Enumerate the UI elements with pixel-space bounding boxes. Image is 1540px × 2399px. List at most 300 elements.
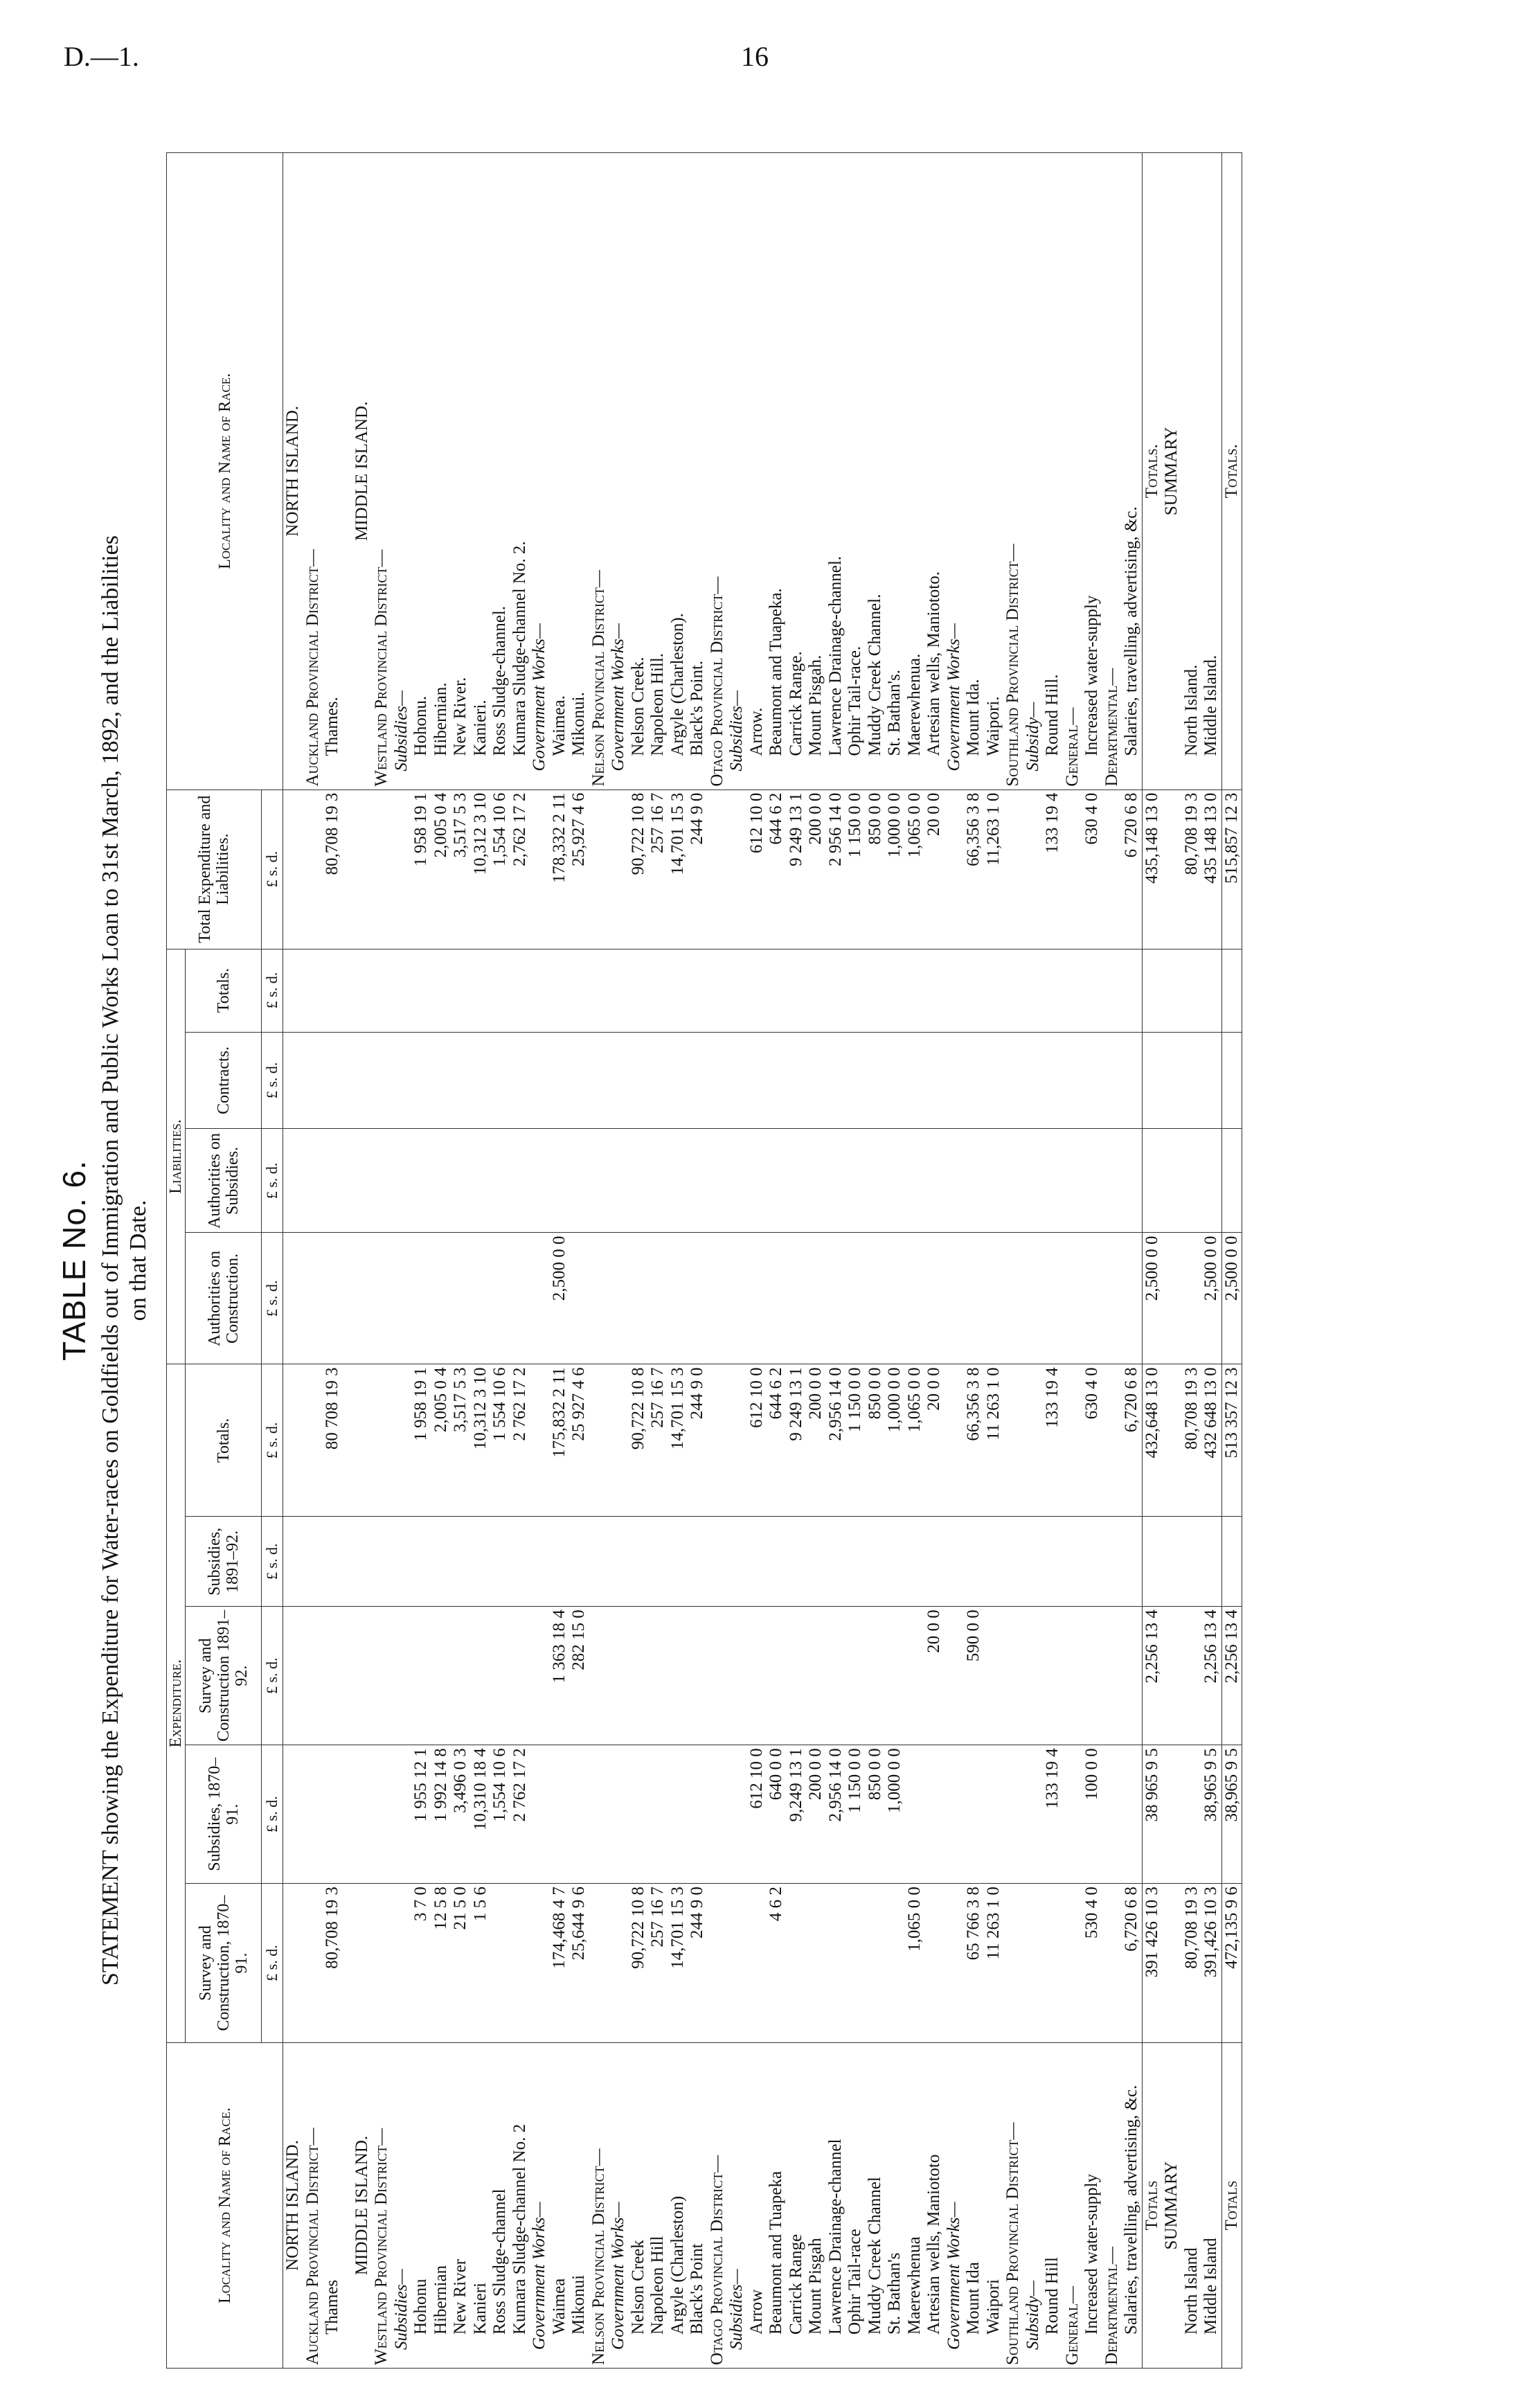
cell-c8 (550, 1032, 570, 1129)
cell-c2 (1162, 1745, 1182, 1884)
row-locality-right: Waimea. (550, 153, 570, 790)
row-locality-right: Mikonui. (569, 153, 589, 790)
cell-c6 (510, 1233, 530, 1364)
cell-c2 (1063, 1745, 1083, 1884)
cell-c10 (944, 790, 965, 949)
row-locality-right: Maerewhenua. (905, 153, 925, 790)
cell-c5: 80 708 19 3 (323, 1364, 343, 1517)
cell-c4 (984, 1517, 1004, 1607)
cell-c3 (845, 1607, 866, 1745)
cell-c5: 1 958 19 1 (411, 1364, 431, 1517)
cell-c9 (708, 949, 728, 1032)
cell-c10 (530, 790, 550, 949)
caption-line-2: on that Date. (125, 1200, 151, 1321)
currency-label: £ s. d. (262, 790, 283, 949)
cell-c1 (530, 1884, 550, 2043)
cell-c6 (352, 1233, 373, 1364)
row-locality-right: Ophir Tail-race. (845, 153, 866, 790)
row-locality-right: Subsidy— (1023, 153, 1044, 790)
cell-c6 (1063, 1233, 1083, 1364)
cell-c5 (1023, 1364, 1044, 1517)
cell-c10: 66,356 3 8 (964, 790, 984, 949)
table-row (767, 153, 787, 2369)
cell-c7 (550, 1129, 570, 1233)
row-locality: Hohonu (411, 2043, 431, 2369)
cell-c4 (905, 1517, 925, 1607)
row-locality: Middle Island (1201, 2043, 1221, 2369)
row-locality-right: Government Works— (609, 153, 629, 790)
cell-c4 (283, 1517, 303, 1607)
cell-c9 (392, 949, 412, 1032)
col-header-subsidies-1891-92: Subsidies, 1891–92. (186, 1517, 262, 1607)
cell-c7 (392, 1129, 412, 1233)
cell-c9 (530, 949, 550, 1032)
cell-c7 (411, 1129, 431, 1233)
cell-c9 (1142, 949, 1162, 1032)
cell-c10: 11,263 1 0 (984, 790, 1004, 949)
cell-c3 (589, 1607, 609, 1745)
cell-c5: 66,356 3 8 (964, 1364, 984, 1517)
cell-c7 (826, 1129, 846, 1233)
row-locality: Kumara Sludge-channel No. 2 (510, 2043, 530, 2369)
cell-c10: 1 150 0 0 (845, 790, 866, 949)
cell-c7 (806, 1129, 826, 1233)
cell-c5: 175,832 2 11 (550, 1364, 570, 1517)
cell-c4 (1182, 1517, 1202, 1607)
cell-c1 (1102, 1884, 1122, 2043)
table-row (609, 153, 629, 2369)
cell-c2 (550, 1745, 570, 1884)
cell-c3 (866, 1607, 886, 1745)
cell-c1: 391 426 10 3 (1142, 1884, 1162, 2043)
cell-c5: 20 0 0 (924, 1364, 944, 1517)
cell-c7 (668, 1129, 688, 1233)
currency-label: £ s. d. (262, 1884, 283, 2043)
cell-c10 (1023, 790, 1044, 949)
cell-c7 (1063, 1129, 1083, 1233)
cell-c9 (787, 949, 807, 1032)
cell-c6 (392, 1233, 412, 1364)
cell-c8 (866, 1032, 886, 1129)
cell-c7 (589, 1129, 609, 1233)
cell-c9 (569, 949, 589, 1032)
cell-c5: 10,312 3 10 (471, 1364, 491, 1517)
cell-c5: 244 9 0 (688, 1364, 708, 1517)
cell-c10 (1063, 790, 1083, 949)
table-row (1162, 153, 1182, 2369)
row-locality-right: Thames. (323, 153, 343, 790)
row-locality: Hibernian (431, 2043, 451, 2369)
cell-c7 (944, 1129, 965, 1233)
cell-c2 (924, 1745, 944, 1884)
table-row (1023, 153, 1044, 2369)
cell-c6 (1102, 1233, 1122, 1364)
cell-c6 (589, 1233, 609, 1364)
cell-c6 (885, 1233, 905, 1364)
row-locality-right (343, 153, 352, 790)
row-locality-right: Totals. (1142, 153, 1162, 790)
cell-c6 (1122, 1233, 1142, 1364)
cell-c2: 3,496 0 3 (451, 1745, 471, 1884)
cell-c4 (767, 1517, 787, 1607)
cell-c8 (1023, 1032, 1044, 1129)
cell-c2 (372, 1745, 392, 1884)
cell-c5: 133 19 4 (1043, 1364, 1063, 1517)
cell-c1: 14,701 15 3 (668, 1884, 688, 2043)
cell-c2: 1,000 0 0 (885, 1745, 905, 1884)
cell-c9 (431, 949, 451, 1032)
cell-c7 (964, 1129, 984, 1233)
table-body (283, 153, 1242, 2369)
cell-c6 (787, 1233, 807, 1364)
cell-c6 (708, 1233, 728, 1364)
row-locality: Subsidies— (727, 2043, 747, 2369)
row-locality: Arrow (747, 2043, 767, 2369)
cell-c6 (984, 1233, 1004, 1364)
cell-c4 (352, 1517, 373, 1607)
cell-c8 (629, 1032, 649, 1129)
cell-c6 (964, 1233, 984, 1364)
cell-c3 (1023, 1607, 1044, 1745)
cell-c5 (343, 1364, 352, 1517)
cell-c8 (283, 1032, 303, 1129)
cell-c8 (668, 1032, 688, 1129)
cell-c2 (1122, 1745, 1142, 1884)
col-header-contracts: Contracts. (186, 1032, 262, 1129)
cell-c10: 80,708 19 3 (323, 790, 343, 949)
cell-c7 (530, 1129, 550, 1233)
row-locality-right: Nelson Provincial District— (589, 153, 609, 790)
cell-c5: 14,701 15 3 (668, 1364, 688, 1517)
cell-c8 (609, 1032, 629, 1129)
row-locality: Government Works— (530, 2043, 550, 2369)
table-row (1043, 153, 1063, 2369)
cell-c10: 20 0 0 (924, 790, 944, 949)
cell-c2: 850 0 0 (866, 1745, 886, 1884)
cell-c7 (866, 1129, 886, 1233)
cell-c9 (688, 949, 708, 1032)
cell-c2: 38,965 9 5 (1221, 1745, 1242, 1884)
cell-c8 (392, 1032, 412, 1129)
cell-c8 (323, 1032, 343, 1129)
cell-c7 (451, 1129, 471, 1233)
cell-c2 (589, 1745, 609, 1884)
cell-c1 (924, 1884, 944, 2043)
cell-c10: 435 148 13 0 (1201, 790, 1221, 949)
cell-c6 (530, 1233, 550, 1364)
cell-c9 (343, 949, 352, 1032)
row-locality: Otago Provincial District— (708, 2043, 728, 2369)
cell-c3 (668, 1607, 688, 1745)
cell-c9 (1201, 949, 1221, 1032)
row-locality-right: Salaries, travelling, advertising, &c. (1122, 153, 1142, 790)
cell-c2 (323, 1745, 343, 1884)
row-locality: Mount Pisgah (806, 2043, 826, 2369)
table-row (668, 153, 688, 2369)
table-row (944, 153, 965, 2369)
cell-c5: 432 648 13 0 (1201, 1364, 1221, 1517)
cell-c3 (1063, 1607, 1083, 1745)
cell-c9 (629, 949, 649, 1032)
cell-c6: 2,500 0 0 (1221, 1233, 1242, 1364)
cell-c2: 38,965 9 5 (1201, 1745, 1221, 1884)
cell-c6 (688, 1233, 708, 1364)
cell-c3 (648, 1607, 668, 1745)
cell-c2 (530, 1745, 550, 1884)
cell-c9 (323, 949, 343, 1032)
table-row (1221, 153, 1242, 2369)
cell-c4 (550, 1517, 570, 1607)
cell-c10: 257 16 7 (648, 790, 668, 949)
cell-c10: 1,000 0 0 (885, 790, 905, 949)
cell-c4 (471, 1517, 491, 1607)
cell-c7 (283, 1129, 303, 1233)
cell-c3 (787, 1607, 807, 1745)
cell-c4 (1043, 1517, 1063, 1607)
cell-c2 (303, 1745, 323, 1884)
row-locality-right: Kumara Sludge-channel No. 2. (510, 153, 530, 790)
cell-c6 (806, 1233, 826, 1364)
cell-c2: 2 762 17 2 (510, 1745, 530, 1884)
cell-c7 (905, 1129, 925, 1233)
table-row (530, 153, 550, 2369)
cell-c9 (1122, 949, 1142, 1032)
row-locality-right: Increased water-supply (1082, 153, 1102, 790)
cell-c5: 850 0 0 (866, 1364, 886, 1517)
cell-c7 (648, 1129, 668, 1233)
row-locality-right: Lawrence Drainage-channel. (826, 153, 846, 790)
cell-c6 (283, 1233, 303, 1364)
row-locality: Mikonui (569, 2043, 589, 2369)
cell-c5 (609, 1364, 629, 1517)
cell-c7 (303, 1129, 323, 1233)
cell-c5 (708, 1364, 728, 1517)
cell-c10: 2,005 0 4 (431, 790, 451, 949)
col-header-survey-1870-91: Survey and Construction, 1870–91. (186, 1884, 262, 2043)
cell-c1: 65 766 3 8 (964, 1884, 984, 2043)
row-locality-right: Hibernian. (431, 153, 451, 790)
cell-c3 (905, 1607, 925, 1745)
row-locality-right: St. Bathan's. (885, 153, 905, 790)
row-locality: Salaries, travelling, advertising, &c. (1122, 2043, 1142, 2369)
cell-c2 (905, 1745, 925, 1884)
cell-c4 (372, 1517, 392, 1607)
cell-c8 (1142, 1032, 1162, 1129)
cell-c1: 6,720 6 8 (1122, 1884, 1142, 2043)
cell-c6 (1162, 1233, 1182, 1364)
table-number: TABLE No. 6. (56, 1160, 92, 1361)
cell-c2 (283, 1745, 303, 1884)
cell-c7 (984, 1129, 1004, 1233)
cell-c3 (1122, 1607, 1142, 1745)
row-locality-right: Auckland Provincial District— (303, 153, 323, 790)
table-row (1003, 153, 1023, 2369)
row-locality-right: Government Works— (530, 153, 550, 790)
row-locality-right: Ross Sludge-channel. (490, 153, 510, 790)
cell-c8 (1201, 1032, 1221, 1129)
row-locality-right: Southland Provincial District— (1003, 153, 1023, 790)
table-row (885, 153, 905, 2369)
cell-c9 (866, 949, 886, 1032)
cell-c8 (1221, 1032, 1242, 1129)
table-row (569, 153, 589, 2369)
row-locality-right: Waipori. (984, 153, 1004, 790)
cell-c9 (1102, 949, 1122, 1032)
cell-c3 (727, 1607, 747, 1745)
cell-c10: 1,065 0 0 (905, 790, 925, 949)
cell-c7 (1102, 1129, 1122, 1233)
cell-c5: 3,517 5 3 (451, 1364, 471, 1517)
row-locality: SUMMARY (1162, 2043, 1182, 2369)
cell-c2 (727, 1745, 747, 1884)
row-locality: Subsidy— (1023, 2043, 1044, 2369)
cell-c2: 2,956 14 0 (826, 1745, 846, 1884)
col-header-total-exp-liab: Total Expenditure and Liabilities. (167, 790, 262, 949)
cell-c5 (1003, 1364, 1023, 1517)
cell-c10: 1,554 10 6 (490, 790, 510, 949)
table-row (964, 153, 984, 2369)
cell-c3 (431, 1607, 451, 1745)
cell-c9 (924, 949, 944, 1032)
table-row (1122, 153, 1142, 2369)
cell-c3 (806, 1607, 826, 1745)
cell-c6 (648, 1233, 668, 1364)
cell-c1: 4 6 2 (767, 1884, 787, 2043)
table-row (629, 153, 649, 2369)
row-locality: North Island (1182, 2043, 1202, 2369)
cell-c4 (490, 1517, 510, 1607)
cell-c8 (303, 1032, 323, 1129)
cell-c7 (569, 1129, 589, 1233)
cell-c2 (944, 1745, 965, 1884)
cell-c5: 2,005 0 4 (431, 1364, 451, 1517)
cell-c7 (431, 1129, 451, 1233)
cell-c9 (609, 949, 629, 1032)
cell-c6 (924, 1233, 944, 1364)
row-locality-right: North Island. (1182, 153, 1202, 790)
cell-c10 (372, 790, 392, 949)
cell-c10 (589, 790, 609, 949)
table-row (490, 153, 510, 2369)
table-row (1201, 153, 1221, 2369)
cell-c2 (668, 1745, 688, 1884)
currency-label: £ s. d. (262, 1233, 283, 1364)
row-locality: Southland Provincial District— (1003, 2043, 1023, 2369)
cell-c8 (787, 1032, 807, 1129)
cell-c4 (629, 1517, 649, 1607)
cell-c6 (303, 1233, 323, 1364)
cell-c3 (283, 1607, 303, 1745)
cell-c5: 644 6 2 (767, 1364, 787, 1517)
cell-c10: 515,857 12 3 (1221, 790, 1242, 949)
table-row (924, 153, 944, 2369)
row-locality: Argyle (Charleston) (668, 2043, 688, 2369)
cell-c2 (688, 1745, 708, 1884)
row-locality: Ross Sludge-channel (490, 2043, 510, 2369)
cell-c2: 612 10 0 (747, 1745, 767, 1884)
cell-c3 (343, 1607, 352, 1745)
cell-c4 (708, 1517, 728, 1607)
cell-c9 (1003, 949, 1023, 1032)
cell-c1: 174,468 4 7 (550, 1884, 570, 2043)
cell-c3: 20 0 0 (924, 1607, 944, 1745)
cell-c2: 1 150 0 0 (845, 1745, 866, 1884)
row-locality: Black's Point (688, 2043, 708, 2369)
cell-c3: 2,256 13 4 (1221, 1607, 1242, 1745)
col-header-liab-totals: Totals. (186, 949, 262, 1032)
cell-c4 (648, 1517, 668, 1607)
cell-c6 (668, 1233, 688, 1364)
cell-c10 (1162, 790, 1182, 949)
cell-c2 (1003, 1745, 1023, 1884)
cell-c4 (1003, 1517, 1023, 1607)
cell-c1: 244 9 0 (688, 1884, 708, 2043)
cell-c7 (845, 1129, 866, 1233)
table-row (283, 153, 303, 2369)
cell-c3 (372, 1607, 392, 1745)
row-locality-right: Subsidies— (392, 153, 412, 790)
cell-c1 (1003, 1884, 1023, 2043)
cell-c7 (629, 1129, 649, 1233)
cell-c6 (411, 1233, 431, 1364)
cell-c5 (530, 1364, 550, 1517)
currency-label: £ s. d. (262, 949, 283, 1032)
cell-c2 (1102, 1745, 1122, 1884)
cell-c4 (1142, 1517, 1162, 1607)
cell-c9 (747, 949, 767, 1032)
cell-c6: 2,500 0 0 (1201, 1233, 1221, 1364)
cell-c10 (352, 790, 373, 949)
row-locality: Totals (1221, 2043, 1242, 2369)
cell-c8 (352, 1032, 373, 1129)
cell-c10: 80,708 19 3 (1182, 790, 1202, 949)
cell-c9 (1082, 949, 1102, 1032)
cell-c6 (1023, 1233, 1044, 1364)
cell-c3 (767, 1607, 787, 1745)
cell-c9 (1043, 949, 1063, 1032)
table-row (323, 153, 343, 2369)
cell-c7 (885, 1129, 905, 1233)
cell-c5: 2,956 14 0 (826, 1364, 846, 1517)
cell-c6 (747, 1233, 767, 1364)
row-locality-right: NORTH ISLAND. (283, 153, 303, 790)
cell-c2 (609, 1745, 629, 1884)
cell-c1 (944, 1884, 965, 2043)
cell-c8 (845, 1032, 866, 1129)
cell-c8 (1182, 1032, 1202, 1129)
table-row (747, 153, 767, 2369)
cell-c2 (964, 1745, 984, 1884)
cell-c8 (589, 1032, 609, 1129)
cell-c5 (352, 1364, 373, 1517)
cell-c10: 630 4 0 (1082, 790, 1102, 949)
cell-c7 (1082, 1129, 1102, 1233)
cell-c9 (471, 949, 491, 1032)
table-row (431, 153, 451, 2369)
cell-c10: 435,148 13 0 (1142, 790, 1162, 949)
cell-c3: 1 363 18 4 (550, 1607, 570, 1745)
cell-c5: 432,648 13 0 (1142, 1364, 1162, 1517)
cell-c3 (490, 1607, 510, 1745)
cell-c4 (1122, 1517, 1142, 1607)
col-header-survey-1891-92: Survey and Construction 1891–92. (186, 1607, 262, 1745)
cell-c1 (1162, 1884, 1182, 2043)
cell-c8 (372, 1032, 392, 1129)
row-locality: Government Works— (609, 2043, 629, 2369)
col-header-subsidies-1870-91: Subsidies, 1870–91. (186, 1745, 262, 1884)
cell-c6 (845, 1233, 866, 1364)
currency-label: £ s. d. (262, 1745, 283, 1884)
